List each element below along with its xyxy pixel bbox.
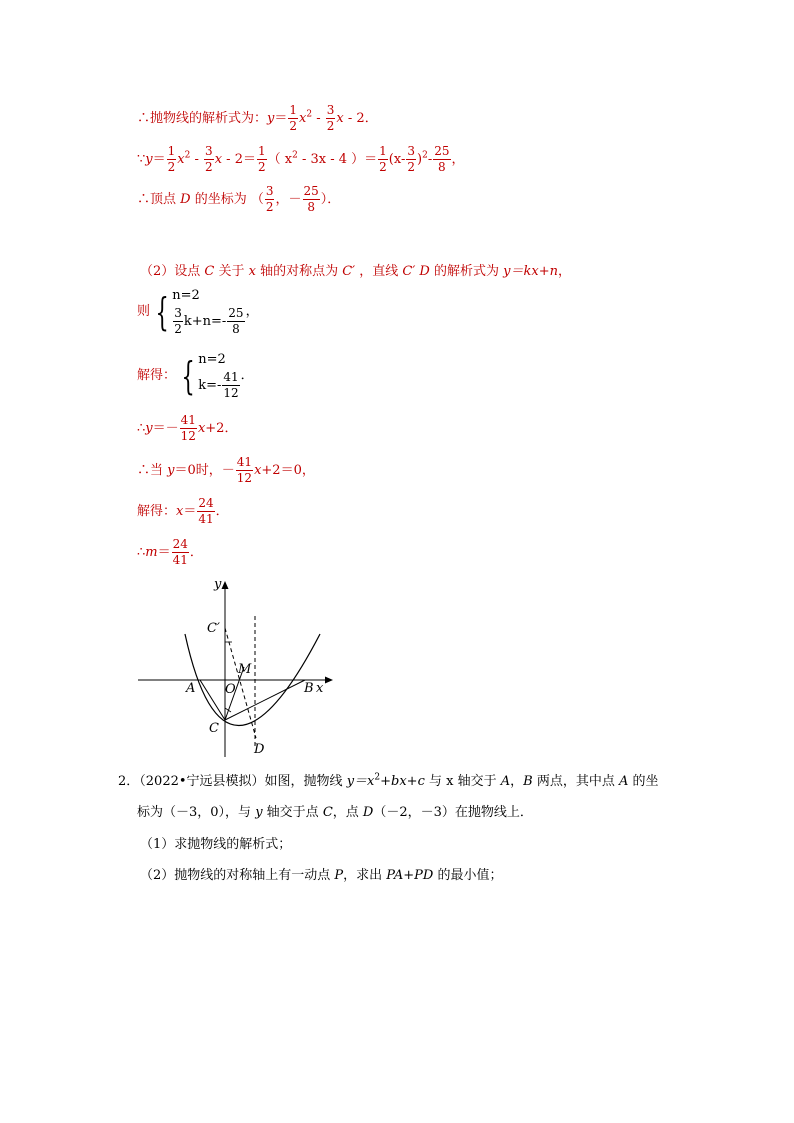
var-y: y bbox=[145, 421, 153, 436]
fraction bbox=[326, 103, 336, 134]
text: 的坐标为 （ bbox=[190, 192, 264, 207]
denominator: 8 bbox=[307, 200, 315, 214]
numerator: 41 bbox=[236, 455, 253, 469]
numerator: 1 bbox=[257, 144, 266, 158]
fraction bbox=[265, 184, 275, 215]
text: ，点 bbox=[332, 805, 363, 820]
numerator: 3 bbox=[265, 184, 274, 198]
text: ， bbox=[245, 304, 259, 319]
text: +2＝0， bbox=[261, 463, 315, 478]
equation: +bx+c bbox=[380, 774, 425, 789]
text: 如图，抛物线 bbox=[264, 774, 347, 789]
y-axis-arrow bbox=[222, 581, 229, 589]
var-cprime-d: C′ D bbox=[402, 264, 430, 279]
fraction bbox=[288, 103, 298, 134]
denominator: 2 bbox=[265, 200, 274, 214]
text: ，求出 bbox=[343, 868, 387, 883]
label-cprime: C′ bbox=[207, 621, 220, 636]
var-a: A bbox=[618, 774, 629, 789]
equation: y＝kx+n bbox=[503, 264, 558, 279]
denominator: 41 bbox=[172, 553, 188, 567]
var-x: x bbox=[176, 504, 184, 519]
denominator: 2 bbox=[174, 322, 182, 336]
exponent: 2 bbox=[422, 150, 428, 161]
label-b: B bbox=[304, 681, 314, 696]
text: ）． bbox=[320, 192, 341, 207]
denominator: 8 bbox=[232, 322, 240, 336]
equation: ＝x bbox=[354, 774, 375, 789]
text: ＝ bbox=[274, 111, 288, 126]
text: 标为（－3，0），与 bbox=[137, 805, 256, 820]
label-x: x bbox=[316, 681, 324, 696]
problem2-line-2 bbox=[137, 801, 533, 820]
var-a: A bbox=[500, 774, 511, 789]
var-d: D bbox=[180, 192, 191, 207]
var-x: x bbox=[248, 264, 256, 279]
text: ∴抛物线的解析式为： bbox=[137, 111, 268, 126]
equation-system bbox=[150, 286, 246, 337]
var-d: D bbox=[362, 805, 374, 820]
exponent: 2 bbox=[374, 772, 381, 783]
denominator: 2 bbox=[205, 160, 213, 174]
numerator: 3 bbox=[407, 144, 415, 158]
solution-line-1 bbox=[137, 103, 378, 134]
text: ，直线 bbox=[355, 264, 403, 279]
fraction bbox=[173, 306, 183, 337]
text: 两点，其中点 bbox=[532, 774, 619, 789]
part2-statement bbox=[140, 260, 571, 279]
numerator: 41 bbox=[180, 413, 196, 427]
fraction bbox=[236, 455, 253, 486]
system-row: n=2 bbox=[198, 352, 226, 367]
text: - bbox=[190, 152, 204, 167]
text: 的最小值； bbox=[433, 868, 503, 883]
fraction bbox=[197, 496, 214, 527]
problem-number: 2． bbox=[118, 774, 140, 789]
text: (x- bbox=[388, 152, 406, 167]
system-1 bbox=[137, 286, 259, 337]
text: - 2． bbox=[343, 111, 378, 126]
label-y: y bbox=[214, 577, 222, 592]
text: （1）求抛物线的解析式； bbox=[140, 837, 292, 852]
numerator: 24 bbox=[172, 537, 188, 551]
denominator: 2 bbox=[326, 119, 335, 133]
text: 轴的对称点为 bbox=[255, 264, 343, 279]
numerator: 3 bbox=[205, 144, 213, 158]
var-x: x bbox=[177, 152, 185, 167]
fraction bbox=[378, 144, 388, 175]
text: ， bbox=[451, 152, 465, 167]
numerator: 1 bbox=[289, 103, 298, 117]
solution-line-2 bbox=[137, 144, 465, 175]
text: 与 x 轴交于 bbox=[424, 774, 501, 789]
text: ，－ bbox=[275, 192, 302, 207]
fraction bbox=[433, 144, 450, 175]
fraction bbox=[204, 144, 214, 175]
exponent: 2 bbox=[292, 150, 298, 161]
text: ＝0时，－ bbox=[174, 463, 235, 478]
text: ＝ bbox=[157, 545, 171, 560]
system-row bbox=[172, 306, 245, 337]
numerator: 25 bbox=[228, 306, 244, 320]
solution-line-x bbox=[137, 496, 229, 527]
var-x: x bbox=[299, 111, 307, 126]
system-rows bbox=[172, 286, 245, 337]
numerator: 3 bbox=[326, 103, 335, 117]
problem2-line-1 bbox=[118, 770, 659, 789]
var-x: x bbox=[336, 111, 344, 126]
denominator: 2 bbox=[379, 160, 387, 174]
var-b: B bbox=[523, 774, 533, 789]
text: （ x bbox=[267, 152, 293, 167]
text: 解得： bbox=[137, 504, 177, 519]
text: k=- bbox=[198, 378, 222, 393]
line-a-c bbox=[200, 680, 225, 720]
fraction bbox=[303, 184, 320, 215]
label-c: C bbox=[209, 721, 219, 736]
text: ∴ bbox=[137, 421, 146, 436]
text: （2）抛物线的对称轴上有一动点 bbox=[140, 868, 335, 883]
fraction bbox=[167, 144, 177, 175]
fraction bbox=[180, 413, 197, 444]
text: ， bbox=[510, 774, 524, 789]
text: ＝ bbox=[152, 152, 166, 167]
text: k+n=- bbox=[183, 314, 227, 329]
denominator: 2 bbox=[167, 160, 176, 174]
text: +2． bbox=[205, 421, 238, 436]
system-rows bbox=[198, 350, 240, 401]
text: ) bbox=[417, 152, 423, 167]
numerator: 1 bbox=[167, 144, 176, 158]
solution-line-m bbox=[137, 537, 203, 568]
label-a: A bbox=[186, 681, 196, 696]
fraction bbox=[172, 537, 189, 568]
text: ∴当 bbox=[137, 463, 168, 478]
text: ． bbox=[240, 368, 254, 383]
text: 关于 bbox=[214, 264, 249, 279]
solution-line-when bbox=[137, 455, 315, 486]
text: ． bbox=[189, 545, 203, 560]
var-c: C bbox=[204, 264, 215, 279]
label-d: D bbox=[254, 742, 265, 757]
text: - 2＝ bbox=[222, 152, 256, 167]
solution-line-y bbox=[137, 413, 237, 444]
var-y: y bbox=[167, 463, 175, 478]
denominator: 12 bbox=[236, 471, 253, 485]
denominator: 41 bbox=[198, 512, 214, 526]
numerator: 25 bbox=[434, 144, 450, 158]
label-m: M bbox=[238, 662, 252, 677]
fraction bbox=[222, 370, 239, 401]
text: ， bbox=[557, 264, 571, 279]
text: ． bbox=[215, 504, 229, 519]
numerator: 3 bbox=[174, 306, 182, 320]
problem2-question-1 bbox=[140, 833, 291, 852]
text: 则 bbox=[137, 304, 151, 319]
numerator: 24 bbox=[198, 496, 214, 510]
text: - bbox=[312, 111, 325, 126]
solution-line-3 bbox=[137, 184, 340, 215]
text: ∴顶点 bbox=[137, 192, 181, 207]
brace: { bbox=[181, 353, 195, 398]
text: 解得： bbox=[137, 368, 177, 383]
text: ＝ bbox=[183, 504, 197, 519]
text: ＝－ bbox=[152, 421, 179, 436]
system-row bbox=[198, 370, 240, 401]
text: ∵ bbox=[137, 152, 146, 167]
var-y: y bbox=[255, 805, 263, 820]
brace: { bbox=[155, 289, 169, 334]
problem-source: （2022•宁远县模拟） bbox=[139, 774, 265, 789]
system-row: n=2 bbox=[172, 288, 200, 303]
var-m: m bbox=[145, 545, 158, 560]
text: （2）设点 bbox=[140, 264, 205, 279]
x-axis-arrow bbox=[325, 677, 333, 684]
label-o: O bbox=[225, 682, 236, 697]
fraction bbox=[227, 306, 244, 337]
numerator: 1 bbox=[379, 144, 387, 158]
text: 的解析式为 bbox=[429, 264, 504, 279]
expression: PA+PD bbox=[386, 868, 434, 883]
var-cprime: C′ bbox=[342, 264, 356, 279]
var-y: y bbox=[145, 152, 153, 167]
denominator: 12 bbox=[223, 386, 239, 400]
numerator: 41 bbox=[223, 370, 239, 384]
denominator: 2 bbox=[407, 160, 415, 174]
equation-system bbox=[176, 350, 241, 401]
text: （－2，－3）在抛物线上． bbox=[373, 805, 533, 820]
problem2-question-2 bbox=[140, 864, 502, 883]
var-p: P bbox=[334, 868, 344, 883]
text: - bbox=[427, 152, 433, 167]
fraction bbox=[406, 144, 416, 175]
system-2 bbox=[137, 350, 254, 401]
denominator: 2 bbox=[289, 119, 298, 133]
parabola-figure bbox=[130, 572, 350, 762]
var-y: y bbox=[267, 111, 275, 126]
var-x: x bbox=[254, 463, 262, 478]
text: 的坐 bbox=[628, 774, 659, 789]
var-c: C bbox=[322, 805, 333, 820]
denominator: 8 bbox=[438, 160, 446, 174]
var-x: x bbox=[197, 421, 206, 436]
text: 轴交于点 bbox=[262, 805, 323, 820]
numerator: 25 bbox=[303, 184, 319, 198]
text: - 3x - 4 ）＝ bbox=[297, 152, 378, 167]
denominator: 2 bbox=[257, 160, 266, 174]
fraction bbox=[257, 144, 267, 175]
var-y: y bbox=[346, 774, 355, 789]
denominator: 12 bbox=[180, 429, 196, 443]
exponent: 2 bbox=[306, 109, 313, 120]
var-x: x bbox=[214, 152, 223, 167]
exponent: 2 bbox=[184, 150, 191, 161]
text: ∴ bbox=[137, 545, 146, 560]
